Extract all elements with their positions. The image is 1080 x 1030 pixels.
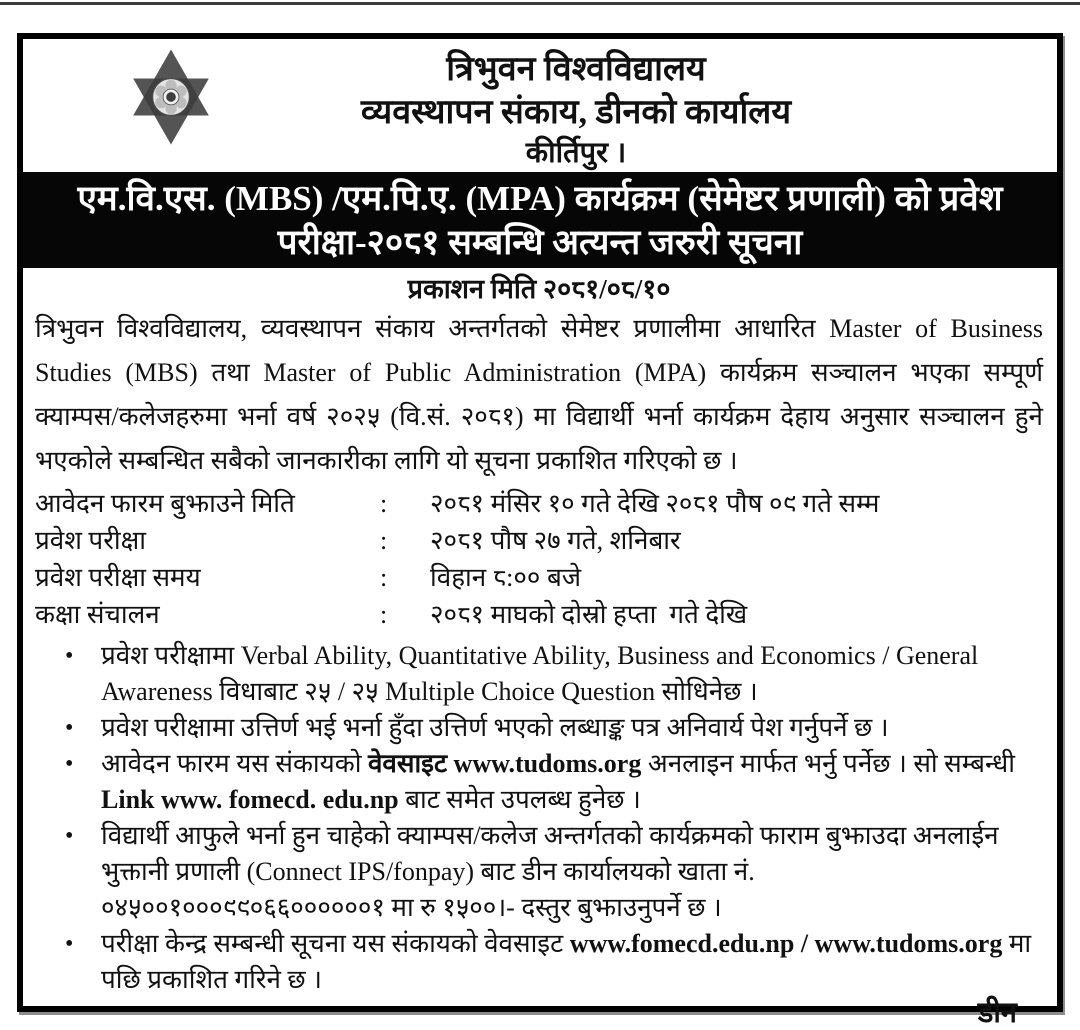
- university-name: त्रिभुवन विश्वविद्यालय: [446, 51, 706, 88]
- schedule-label: कक्षा संचालन: [35, 600, 160, 629]
- schedule-label: प्रवेश परीक्षा: [35, 526, 146, 555]
- notice-title-line1: एम.वि.एस. (MBS) /एम.पि.ए. (MPA) कार्यक्रम (सेमेष्टर प्रणाली) को प्रवेश: [77, 179, 1003, 218]
- bullet-dot-icon: •: [65, 931, 74, 957]
- bullet-dot-icon: •: [65, 643, 74, 669]
- signature-dean: डीन: [977, 997, 1017, 1029]
- schedule-colon: :: [380, 600, 388, 629]
- notice-bullet: [35, 746, 1043, 818]
- notice-bullet: [35, 710, 1043, 746]
- office-location: कीर्तिपुर ।: [525, 137, 627, 169]
- notice-title-line2: परीक्षा-२०८१ सम्बन्धि अत्यन्त जरुरी सूचना: [277, 223, 803, 262]
- bullet-dot-icon: •: [65, 751, 74, 777]
- bullet-text: प्रवेश परीक्षामा उत्तिर्ण भई भर्ना हुँदा उत्तिर्ण भएको लब्धाङ्क पत्र अनिवार्य पेश गर्नुपर्ने छ ।: [101, 713, 889, 742]
- schedule-label: आवेदन फारम बुझाउने मिति: [35, 489, 295, 518]
- schedule-label: प्रवेश परीक्षा समय: [35, 563, 201, 592]
- bullet-text: प्रवेश परीक्षामा Verbal Ability, Quantitative Ability, Business and Economics / General Awareness विधाबाट २५ / २५ Multiple Choice Question सोधिनेछ ।: [101, 641, 979, 706]
- bullet-dot-icon: •: [65, 715, 74, 741]
- schedule-value: विहान ८:०० बजे: [430, 563, 582, 592]
- page-top-rule: [0, 2, 1080, 5]
- publication-date: प्रकाशन मिति २०८१/०८/१०: [407, 274, 671, 304]
- bullet-text: परीक्षा केन्द्र सम्बन्धी सूचना यस संकायको वेवसाइट www.fomecd.edu.np / www.tudoms.org मा पछि प्रकाशित गरिने छ ।: [101, 929, 1032, 994]
- tu-emblem-icon: [127, 47, 215, 147]
- intro-paragraph: त्रिभुवन विश्वविद्यालय, व्यवस्थापन संकाय अन्तर्गतको सेमेष्टर प्रणालीमा आधारित Master of Business Studies (MBS) तथा Master of Public Administration (MPA) कार्यक्रम सञ्चालन भएका सम्पूर्ण क्याम्पस/कलेजहरुमा भर्ना वर्ष २०२५ (वि.सं. २०८१) मा विद्यार्थी भर्ना कार्यक्रम देहाय अनुसार सञ्चालन हुने भएकोले सम्बन्धित सबैको जानकारीका लागि यो सूचना प्रकाशित गरिएको छ ।: [35, 314, 1043, 475]
- notice-bullet-list: [35, 638, 1043, 998]
- notice-header: [23, 39, 1057, 172]
- bullet-dot-icon: •: [65, 823, 74, 849]
- notice-title-banner: [23, 172, 1057, 268]
- schedule-value: २०८१ मंसिर १० गते देखि २०८१ पौष ०९ गते सम्म: [430, 489, 880, 518]
- notice-bullet: [35, 818, 1043, 926]
- bullet-text: विद्यार्थी आफुले भर्ना हुन चाहेको क्याम्पस/कलेज अन्तर्गतको कार्यक्रमको फाराम बुझाउदा अनलाईन भुक्तानी प्रणाली (Connect IPS/fonpay) बाट डीन कार्यालयको खाता नं. ०४५००१०००९९०६६००००००१ मा रु १५००।- दस्तुर बुझाउनुपर्ने छ ।: [101, 821, 999, 922]
- notice-document: [17, 33, 1063, 1029]
- notice-bullet: [35, 926, 1043, 998]
- schedule-value: २०८१ माघको दोस्रो हप्ता गते देखि: [430, 600, 748, 629]
- schedule-colon: :: [380, 489, 388, 518]
- faculty-office-name: व्यवस्थापन संकाय, डीनको कार्यालय: [360, 94, 792, 131]
- schedule-value: २०८१ पौष २७ गते, शनिबार: [430, 526, 681, 555]
- schedule-colon: :: [380, 526, 388, 555]
- schedule-row: [35, 522, 1043, 559]
- schedule-row: [35, 485, 1043, 522]
- notice-bullet: [35, 638, 1043, 710]
- schedule-colon: :: [380, 563, 388, 592]
- bullet-text: आवेदन फारम यस संकायको वेवसाइट www.tudoms.org अनलाइन मार्फत भर्नु पर्नेछ । सो सम्बन्धी Link www. fomecd. edu.np बाट समेत उपलब्ध हुनेछ ।: [101, 749, 1015, 814]
- schedule-table: [35, 485, 1043, 633]
- notice-body: [23, 268, 1057, 1030]
- schedule-row: [35, 596, 1043, 633]
- schedule-row: [35, 559, 1043, 596]
